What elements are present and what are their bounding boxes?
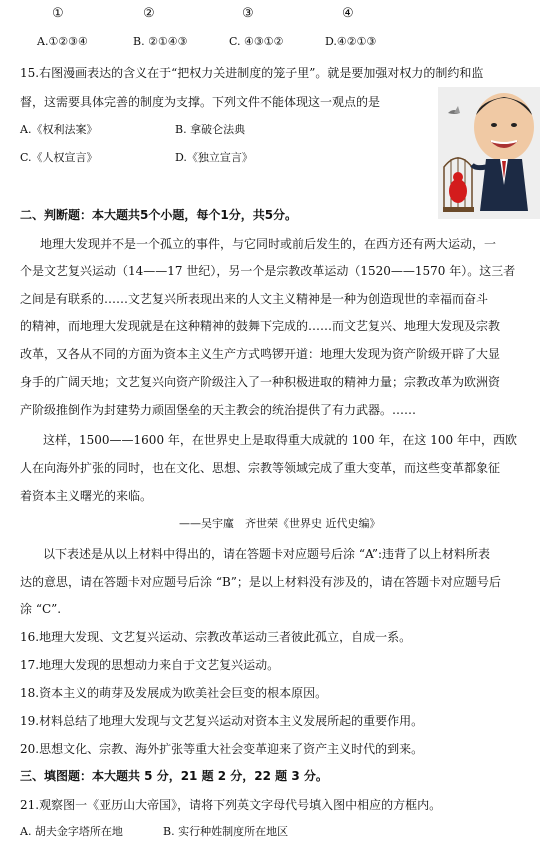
cartoon-illustration-icon xyxy=(438,87,540,219)
q14-option-b: B. ②①④③ xyxy=(133,35,188,48)
material-para1-line2: 个是文艺复兴运动（14——17 世纪），另一个是宗教改革运动（1520——1570 年）。这三者 xyxy=(20,264,516,278)
judgement-item-19: 19.材料总结了地理大发现与文艺复兴运动对资本主义发展所起的重要作用。 xyxy=(20,714,424,728)
judgement-item-18: 18.资本主义的萌芽及发展成为欧美社会巨变的根本原因。 xyxy=(20,686,328,700)
q15-option-c: C.《人权宣言》 xyxy=(20,151,98,164)
q21-option-a: A. 胡夫金字塔所在地 xyxy=(20,825,123,838)
section-3-heading: 三、填图题：本大题共 5 分，21 题 2 分，22 题 3 分。 xyxy=(20,769,328,783)
material-source: ——吴宇廑 齐世荣《世界史 近代史编》 xyxy=(179,517,381,530)
instruction-line1: 以下表述是从以上材料中得出的，请在答题卡对应题号后涂 “A”:违背了以上材料所表 xyxy=(43,547,491,561)
q21-option-b: B. 实行种姓制度所在地区 xyxy=(163,825,289,838)
section-2-heading: 二、判断题：本大题共5个小题，每个1分，共5分。 xyxy=(20,208,298,222)
q14-label-3: ③ xyxy=(242,6,254,21)
material-para1-line3: 之间是有联系的……文艺复兴所表现出来的人文主义精神是一种为创造现世的幸福而奋斗 xyxy=(20,292,489,306)
power-cage-cartoon xyxy=(438,87,540,219)
q15-option-a: A.《权利法案》 xyxy=(20,123,98,136)
judgement-item-20: 20.思想文化、宗教、海外扩张等重大社会变革迎来了资产主义时代的到来。 xyxy=(20,742,424,756)
judgement-item-16: 16.地理大发现、文艺复兴运动、宗教改革运动三者彼此孤立，自成一系。 xyxy=(20,630,412,644)
q14-option-a: A.①②③④ xyxy=(37,35,88,48)
material-para2-line3: 着资本主义曙光的来临。 xyxy=(20,489,153,503)
q21-stem: 21.观察图一《亚历山大帝国》，请将下列英文字母代号填入图中相应的方框内。 xyxy=(20,798,442,812)
instruction-line2: 达的意思，请在答题卡对应题号后涂 “B”；是以上材料没有涉及的，请在答题卡对应题号后 xyxy=(20,575,501,589)
q15-option-b: B. 拿破仑法典 xyxy=(175,123,246,136)
material-para1-line6: 身手的广阔天地；文艺复兴向资产阶级注入了一种积极进取的精神力量；宗教改革为欧洲资 xyxy=(20,375,501,389)
q14-option-c: C. ④③①② xyxy=(229,35,284,48)
q15-stem-line2: 督，这需要具体完善的制度为支撑。下列文件不能体现这一观点的是 xyxy=(20,95,381,109)
material-para1-line5: 改革，又各从不同的方面为资本主义生产方式鸣锣开道：地理大发现为资产阶级开辟了大显 xyxy=(20,347,501,361)
q14-label-4: ④ xyxy=(342,6,354,21)
instruction-line3: 涂 “C”. xyxy=(20,602,62,616)
material-para2-line2: 人在向海外扩张的同时，也在文化、思想、宗教等领域完成了重大变革，而这些变革都象征 xyxy=(20,461,501,475)
q14-option-d: D.④②①③ xyxy=(325,35,377,48)
q15-option-d: D.《独立宣言》 xyxy=(175,151,253,164)
q14-label-2: ② xyxy=(143,6,155,21)
material-para1-line4: 的精神，而地理大发现就是在这种精神的鼓舞下完成的……而文艺复兴、地理大发现及宗教 xyxy=(20,319,501,333)
material-para1-line7: 产阶级推倒作为封建势力顽固堡垒的天主教会的统治提供了有力武器。…… xyxy=(20,403,417,417)
q15-stem-line1: 15.右图漫画表达的含义在于“把权力关进制度的笼子里”。就是要加强对权力的制约和监 xyxy=(20,66,484,80)
material-para2-line1: 这样，1500——1600 年，在世界史上是取得重大成就的 100 年，在这 100 年中，西欧 xyxy=(43,433,517,447)
material-para1-line1: 地理大发现并不是一个孤立的事件，与它同时或前后发生的，在西方还有两大运动，一 xyxy=(40,237,497,251)
judgement-item-17: 17.地理大发现的思想动力来自于文艺复兴运动。 xyxy=(20,658,280,672)
q14-label-1: ① xyxy=(52,6,64,21)
